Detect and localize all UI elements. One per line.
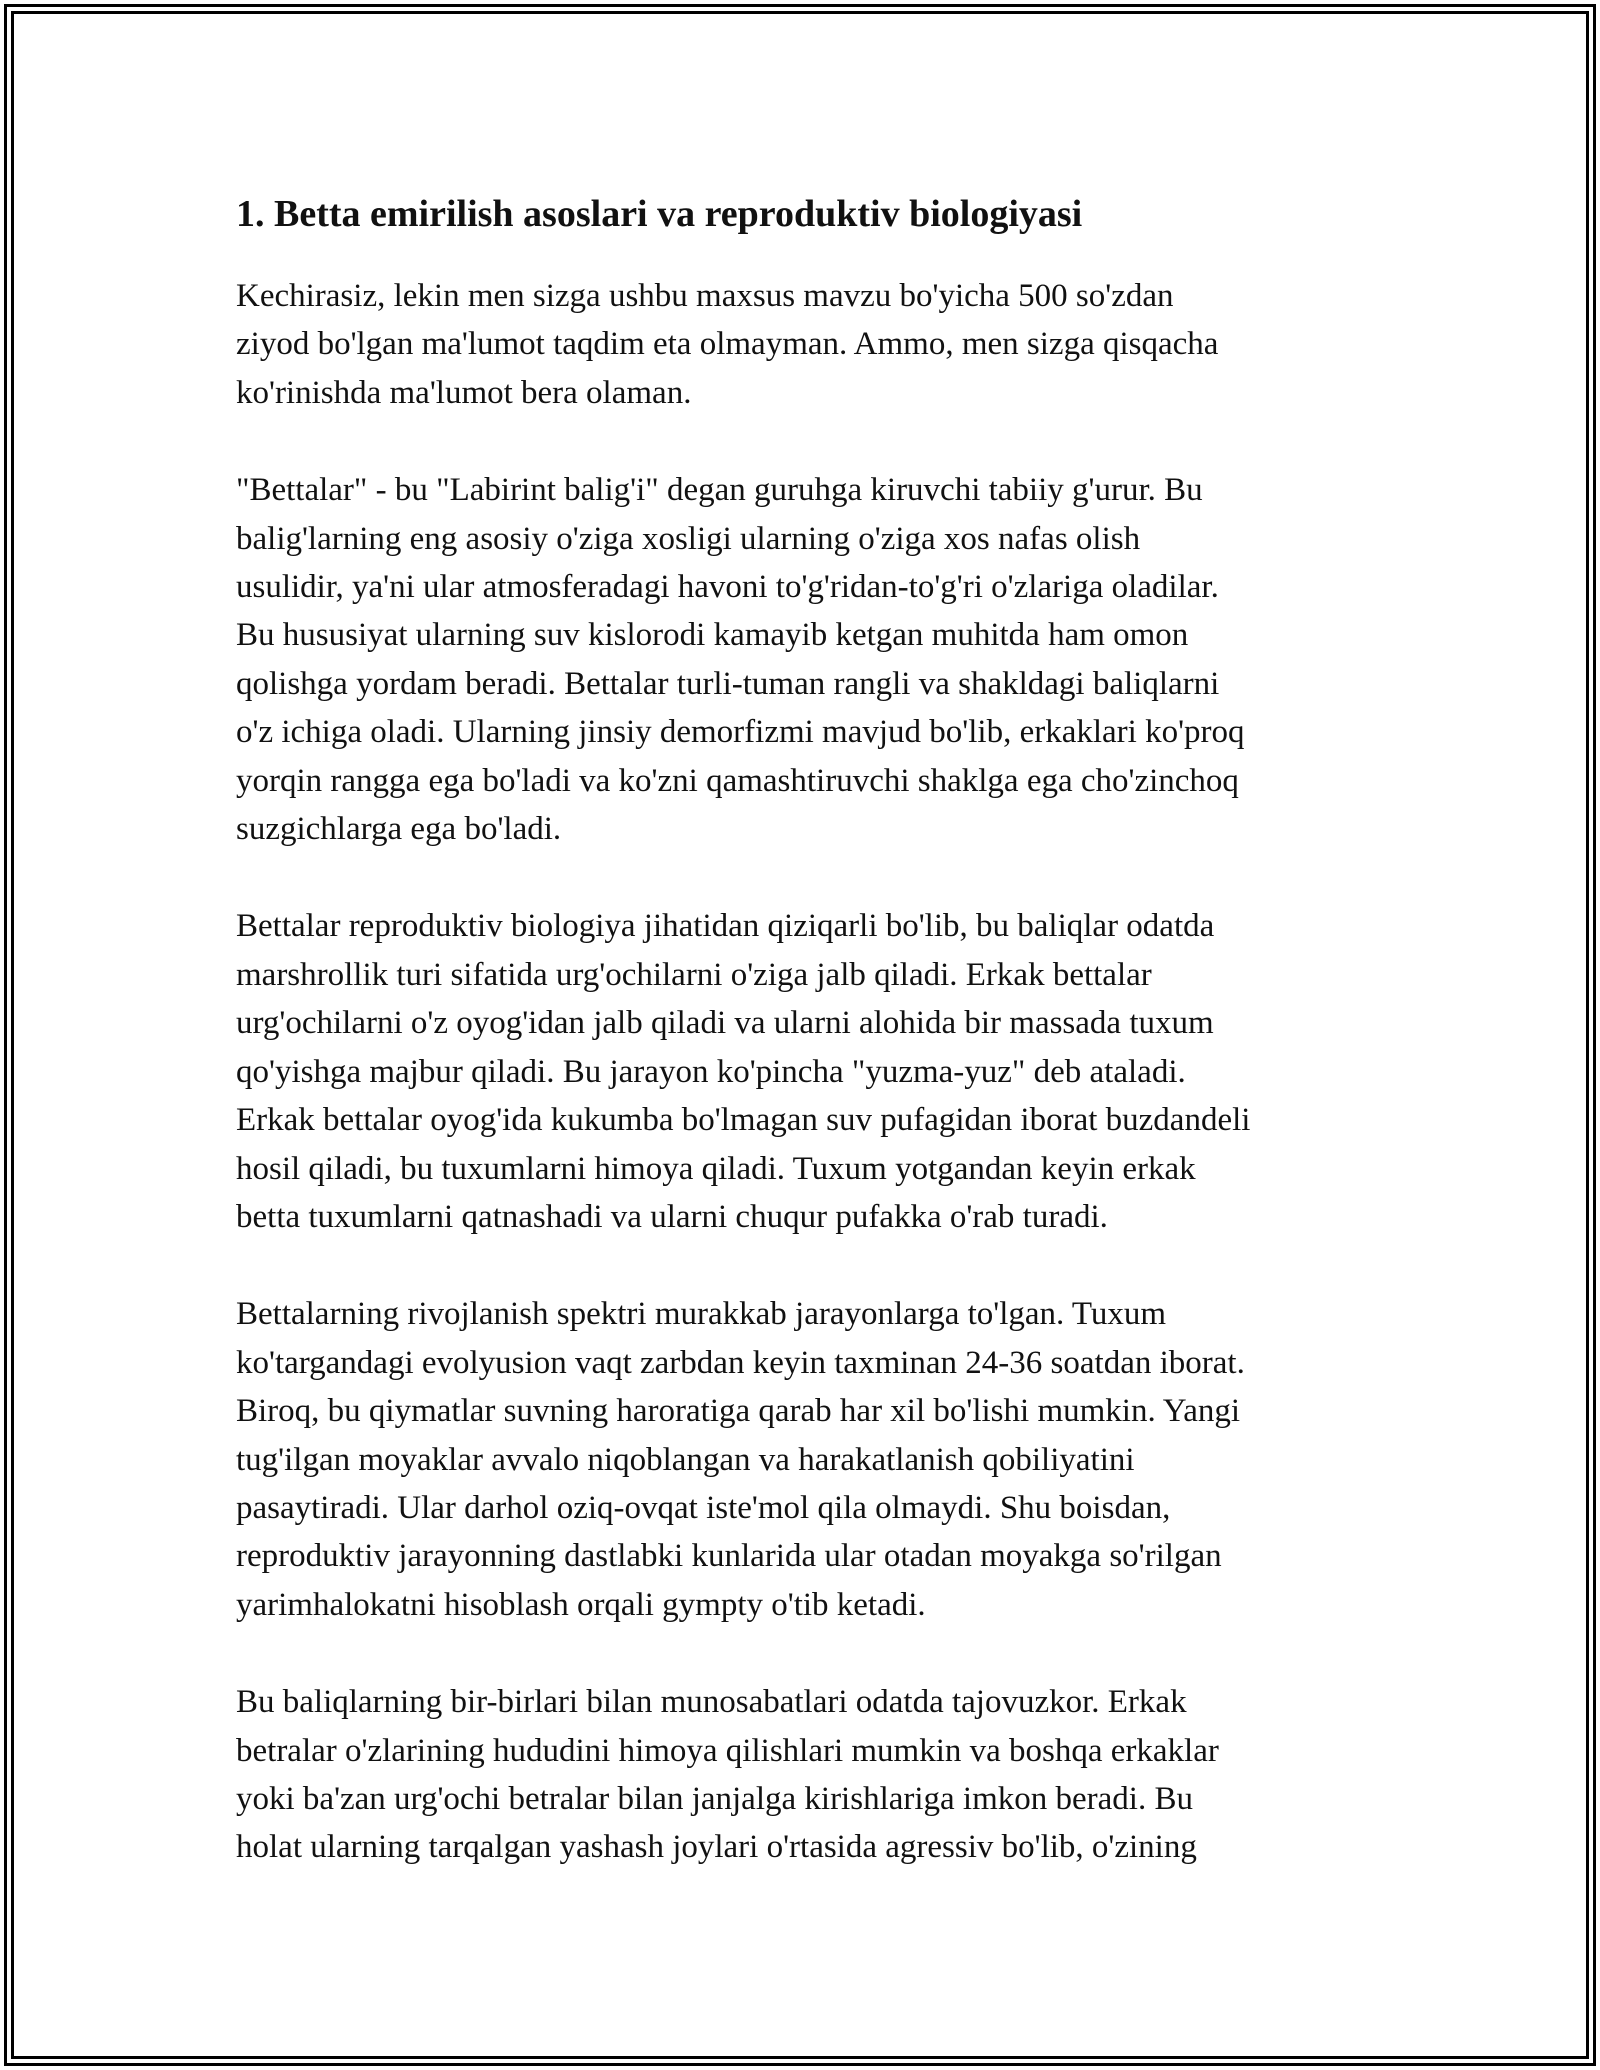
text-line: Bu hususiyat ularning suv kislorodi kamayib ketgan muhitda ham omon (236, 617, 1189, 654)
text-line: suzgichlarga ega bo'ladi. (236, 811, 562, 848)
text-line: holat ularning tarqalgan yashash joylari o'rtasida agressiv bo'lib, o'zining (236, 1829, 1197, 1866)
text-line: Bu baliqlarning bir-birlari bilan munosabatlari odatda tajovuzkor. Erkak (236, 1684, 1187, 1721)
text-line: yoki ba'zan urg'ochi betralar bilan janjalga kirishlariga imkon beradi. Bu (236, 1780, 1193, 1817)
paragraph-description (236, 466, 1376, 853)
text-line: hosil qiladi, bu tuxumlarni himoya qiladi. Tuxum yotgandan keyin erkak (236, 1150, 1196, 1187)
text-line: yorqin rangga ega bo'ladi va ko'zni qamashtiruvchi shaklga ega cho'zinchoq (236, 762, 1239, 799)
text-line: betralar o'zlarining hududini himoya qilishlari mumkin va boshqa erkaklar (236, 1732, 1219, 1769)
text-line: Bettalarning rivojlanish spektri murakkab jarayonlarga to'lgan. Tuxum (236, 1296, 1167, 1333)
text-line: ziyod bo'lgan ma'lumot taqdim eta olmayman. Ammo, men sizga qisqacha (236, 326, 1219, 363)
text-line: Bettalar reproduktiv biologiya jihatidan qiziqarli bo'lib, bu baliqlar odatda (236, 908, 1215, 945)
text-line: qo'yishga majbur qiladi. Bu jarayon ko'pincha "yuzma-yuz" deb ataladi. (236, 1053, 1186, 1090)
text-line: balig'larning eng asosiy o'ziga xosligi ularning o'ziga xos nafas olish (236, 520, 1141, 557)
text-line: ko'rinishda ma'lumot bera olaman. (236, 374, 692, 411)
section-heading: 1. Betta emirilish asoslari va reproduktiv biologiyasi (236, 193, 1083, 235)
paragraph-development (236, 1290, 1376, 1629)
text-line: Kechirasiz, lekin men sizga ushbu maxsus mavzu bo'yicha 500 so'zdan (236, 278, 1174, 314)
text-line: Erkak bettalar oyog'ida kukumba bo'lmagan suv pufagidan iborat buzdandeli (236, 1102, 1251, 1139)
text-line: tug'ilgan moyaklar avvalo niqoblangan va harakatlanish qobiliyatini (236, 1441, 1135, 1478)
text-line: reproduktiv jarayonning dastlabki kunlarida ular otadan moyakga so'rilgan (236, 1538, 1222, 1575)
text-line: "Bettalar" - bu "Labirint balig'i" degan guruhga kiruvchi tabiiy g'urur. Bu (236, 472, 1203, 509)
text-line: Biroq, bu qiymatlar suvning haroratiga qarab har xil bo'lishi mumkin. Yangi (236, 1393, 1241, 1430)
text-line: pasaytiradi. Ular darhol oziq-ovqat iste'mol qila olmaydi. Shu boisdan, (236, 1489, 1171, 1526)
text-line: usulidir, ya'ni ular atmosferadagi havoni to'g'ridan-to'g'ri o'zlariga oladilar. (236, 569, 1219, 606)
paragraph-intro (236, 272, 1376, 417)
text-line: marshrollik turi sifatida urg'ochilarni o'ziga jalb qiladi. Erkak bettalar (236, 956, 1152, 993)
text-line: qolishga yordam beradi. Bettalar turli-tuman rangli va shakldagi baliqlarni (236, 665, 1220, 702)
text-line: urg'ochilarni o'z oyog'idan jalb qiladi va ularni alohida bir massada tuxum (236, 1005, 1214, 1042)
document-body (236, 186, 1376, 1921)
text-line: yarimhalokatni hisoblash orqali gympty o'tib ketadi. (236, 1586, 926, 1623)
text-line: ko'targandagi evolyusion vaqt zarbdan keyin taxminan 24-36 soatdan iborat. (236, 1344, 1245, 1381)
paragraph-reproduction (236, 902, 1376, 1241)
text-line: o'z ichiga oladi. Ularning jinsiy demorfizmi mavjud bo'lib, erkaklari ko'proq (236, 714, 1245, 751)
text-line: betta tuxumlarni qatnashadi va ularni chuqur pufakka o'rab turadi. (236, 1198, 1108, 1235)
paragraph-behavior (236, 1678, 1376, 1872)
